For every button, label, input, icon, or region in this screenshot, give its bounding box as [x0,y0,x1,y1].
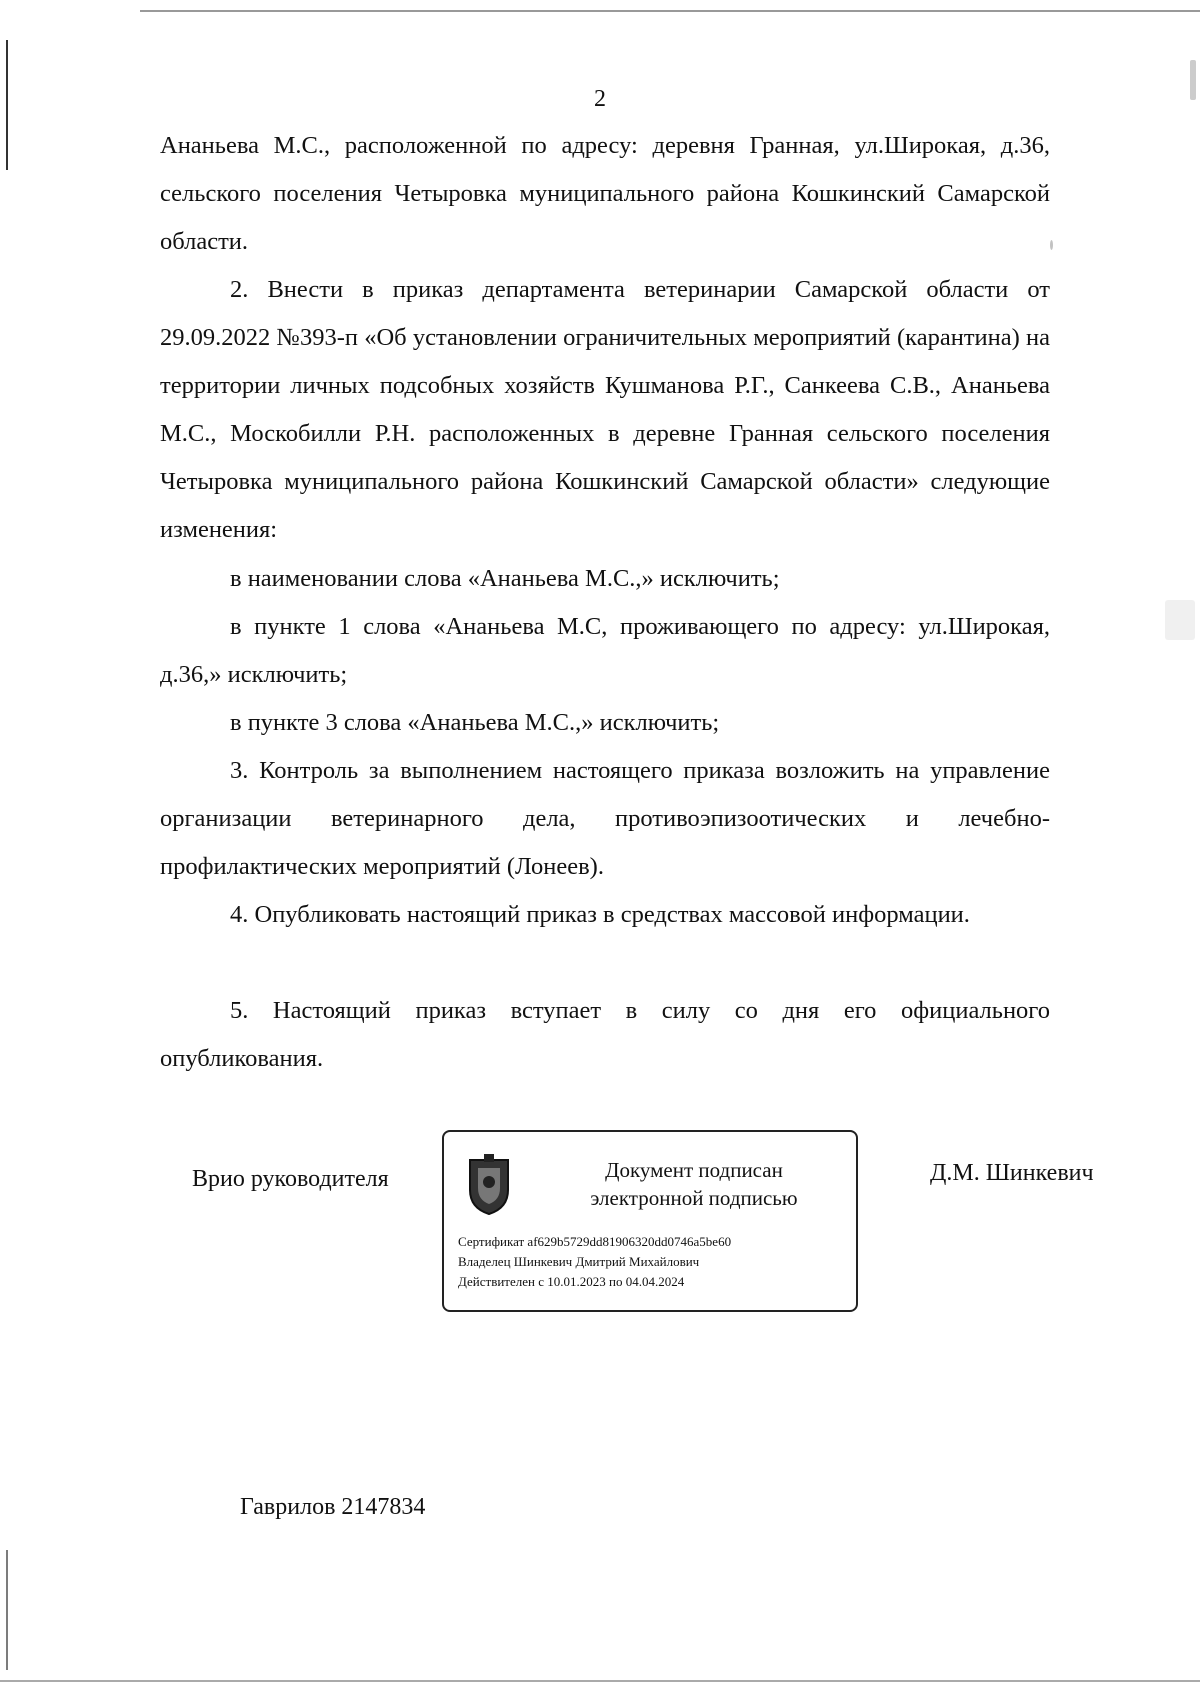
scan-edge-left-lower [6,1550,8,1670]
scan-noise [1165,600,1195,640]
paragraph-change-point-1: в пункте 1 слова «Ананьева М.С, проживающего по адресу: ул.Широкая, д.36,» исключить; [160,613,1050,688]
stamp-owner: Владелец Шинкевич Дмитрий Михайлович [458,1254,700,1269]
stamp-title-line-1: Документ подписан [605,1158,783,1182]
paragraph-item-5: 5. Настоящий приказ вступает в силу со дня его официального опубликования. [160,997,1050,1072]
executor-note: Гаврилов 2147834 [240,1494,426,1520]
paragraph-item-4: 4. Опубликовать настоящий приказ в средствах массовой информации. [230,901,970,928]
stamp-certificate: Сертификат af629b5729dd81906320dd0746a5be60 [458,1234,732,1249]
signer-title: Врио руководителя [192,1166,389,1192]
scan-edge-top [140,10,1200,12]
signer-name: Д.М. Шинкевич [930,1160,1094,1186]
page-number: 2 [594,86,606,112]
paragraph-item-2: 2. Внести в приказ департамента ветеринарии Самарской области от 29.09.2022 №393-п «Об установлении ограничительных мероприятий (карантина) на территории личных подсобных хозяйств Кушманова Р.Г., Санкеева С.В., Ананьева М.С., Москобилли Р.Н. расположенных в деревне Гранная сельского поселения Четыровка муниципального района Кошкинский Самарской области» следующие изменения: [160,276,1050,543]
coat-of-arms-icon [464,1154,514,1216]
e-signature-stamp [442,1130,858,1312]
stamp-title-line-2: электронной подписью [590,1186,798,1210]
paragraph-continuation: Ананьева М.С., расположенной по адресу: деревня Гранная, ул.Широкая, д.36, сельского поселения Четыровка муниципального района Кошкинский Самарской области. [160,132,1050,255]
paragraph-change-point-3: в пункте 3 слова «Ананьева М.С.,» исключить; [230,709,720,736]
paragraph-item-3: 3. Контроль за выполнением настоящего приказа возложить на управление организации ветеринарного дела, противоэпизоотических и лечебно-профилактических мероприятий (Лонеев). [160,757,1050,880]
stamp-title [544,1156,844,1212]
paragraph-change-title: в наименовании слова «Ананьева М.С.,» исключить; [230,565,780,592]
scan-edge-bottom [0,1680,1200,1682]
scan-noise [1050,240,1053,250]
stamp-validity: Действителен с 10.01.2023 по 04.04.2024 [458,1274,685,1289]
